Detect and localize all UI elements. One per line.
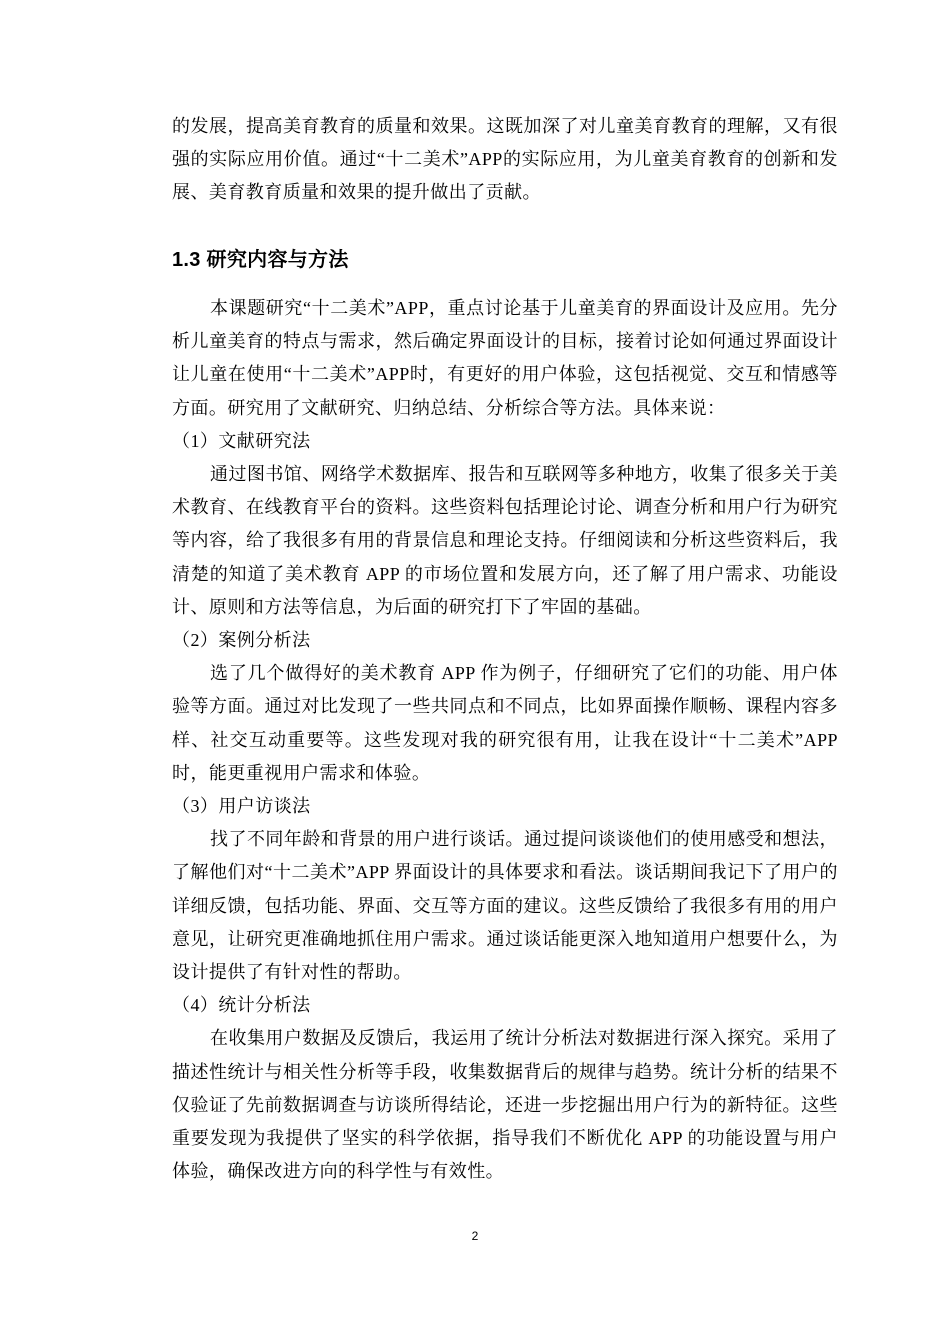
method-body-statistics: 在收集用户数据及反馈后，我运用了统计分析法对数据进行深入探究。采用了描述性统计与相关性分析等手段，收集数据背后的规律与趋势。统计分析的结果不仅验证了先前数据调查与访谈所得结论，还进一步挖掘出用户行为的新特征。这些重要发现为我提供了坚实的科学依据，指导我们不断优化 APP 的功能设置与用户体验，确保改进方向的科学性与有效性。 xyxy=(172,1028,838,1182)
intro-paragraph: 的发展，提高美育教育的质量和效果。这既加深了对儿童美育教育的理解，又有很强的实际应用价值。通过“十二美术”APP的实际应用，为儿童美育教育的创新和发展、美育教育质量和效果的提升做出了贡献。 xyxy=(172,116,838,203)
section-heading: 1.3 研究内容与方法 xyxy=(172,249,349,271)
method-title-case-study: （2）案例分析法 xyxy=(172,630,311,651)
method-body-interview: 找了不同年龄和背景的用户进行谈话。通过提问谈谈他们的使用感受和想法，了解他们对“十二美术”APP 界面设计的具体要求和看法。谈话期间我记下了用户的详细反馈，包括功能、界面、交互等方面的建议。这些反馈给了我很多有用的用户意见，让研究更准确地抓住用户需求。通过谈话能更深入地知道用户想要什么，为设计提供了有针对性的帮助。 xyxy=(172,829,838,983)
page-number: 2 xyxy=(471,1229,479,1243)
method-title-interview: （3）用户访谈法 xyxy=(172,796,311,817)
method-body-literature: 通过图书馆、网络学术数据库、报告和互联网等多种地方，收集了很多关于美术教育、在线教育平台的资料。这些资料包括理论讨论、调查分析和用户行为研究等内容，给了我很多有用的背景信息和理论支持。仔细阅读和分析这些资料后，我清楚的知道了美术教育 APP 的市场位置和发展方向，还了解了用户需求、功能设计、原则和方法等信息，为后面的研究打下了牢固的基础。 xyxy=(172,464,838,617)
section-body xyxy=(172,292,838,1188)
section-intro-paragraph: 本课题研究“十二美术”APP，重点讨论基于儿童美育的界面设计及应用。先分析儿童美育的特点与需求，然后确定界面设计的目标，接着讨论如何通过界面设计让儿童在使用“十二美术”APP时，有更好的用户体验，这包括视觉、交互和情感等方面。研究用了文献研究、归纳总结、分析综合等方法。具体来说： xyxy=(172,298,838,418)
method-title-literature: （1）文献研究法 xyxy=(172,430,311,451)
intro-block xyxy=(172,110,838,210)
method-title-statistics: （4）统计分析法 xyxy=(172,995,311,1016)
method-body-case-study: 选了几个做得好的美术教育 APP 作为例子，仔细研究了它们的功能、用户体验等方面。通过对比发现了一些共同点和不同点，比如界面操作顺畅、课程内容多样、社交互动重要等。这些发现对我的研究很有用，让我在设计“十二美术”APP时，能更重视用户需求和体验。 xyxy=(172,663,838,783)
